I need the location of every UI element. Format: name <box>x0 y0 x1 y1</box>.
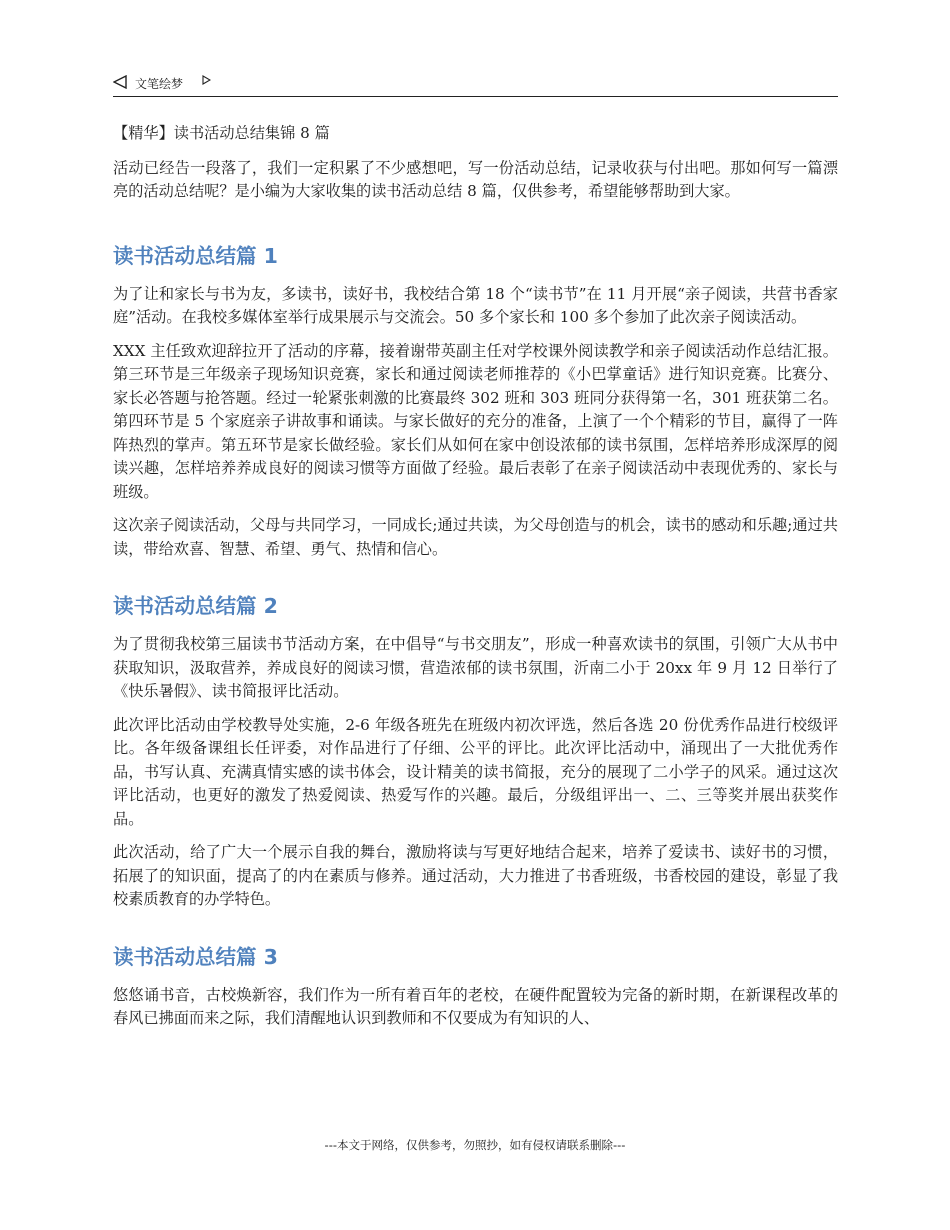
paragraph: 为了让和家长与书为友，多读书，读好书，我校结合第 18 个“读书节”在 11 月开展“亲子阅读，共营书香家庭”活动。在我校多媒体室举行成果展示与交流会。50 多个家长和 100 多个参加了此次亲子阅读活动。 <box>113 284 838 326</box>
section-heading: 读书活动总结篇 3 <box>113 944 278 969</box>
intro-paragraph: 活动已经告一段落了，我们一定积累了不少感想吧，写一份活动总结，记录收获与付出吧。那如何写一篇漂亮的活动总结呢？是小编为大家收集的读书活动总结 8 篇，仅供参考，希望能够帮助到大家。 <box>113 158 838 200</box>
section-3 <box>113 942 838 1031</box>
header-brand: 文笔绘梦 <box>135 77 184 91</box>
triangle-left-icon <box>113 75 127 89</box>
paragraph: XXX 主任致欢迎辞拉开了活动的序幕，接着谢带英副主任对学校课外阅读教学和亲子阅读活动作总结汇报。第三环节是三年级亲子现场知识竞赛，家长和通过阅读老师推荐的《小巴掌童话》进行知识竞赛。比赛分、家长必答题与抢答题。经过一轮紧张刺激的比赛最终 302 班和 303 班同分获得第一名，301 班获第二名。第四环节是 5 个家庭亲子讲故事和诵读。与家长做好的充分的准备，上演了一个个精彩的节目，赢得了一阵阵热烈的掌声。第五环节是家长做经验。家长们从如何在家中创设浓郁的读书氛围，怎样培养形成深厚的阅读兴趣，怎样培养养成良好的阅读习惯等方面做了经验。最后表彰了在亲子阅读活动中表现优秀的、家长与班级。 <box>113 341 838 501</box>
section-heading: 读书活动总结篇 2 <box>113 594 278 618</box>
document-body <box>113 122 838 1061</box>
section-1 <box>113 241 838 562</box>
section-heading: 读书活动总结篇 1 <box>113 243 278 268</box>
document-title: 【精华】读书活动总结集锦 8 篇 <box>113 124 330 142</box>
section-2 <box>113 591 838 912</box>
page-footer: ---本文于网络，仅供参考，勿照抄，如有侵权请联系删除--- <box>324 1138 626 1152</box>
paragraph: 此次活动，给了广大一个展示自我的舞台，激励将读与写更好地结合起来，培养了爱读书、读好书的习惯，拓展了的知识面，提高了的内在素质与修养。通过活动，大力推进了书香班级，书香校园的建设，彰显了我校素质教育的办学特色。 <box>113 843 838 908</box>
triangle-right-icon <box>202 75 211 85</box>
page-header <box>113 72 838 97</box>
paragraph: 这次亲子阅读活动，父母与共同学习，一同成长;通过共读，为父母创造与的机会，读书的感动和乐趣;通过共读，带给欢喜、智慧、希望、勇气、热情和信心。 <box>113 516 838 558</box>
paragraph: 为了贯彻我校第三届读书节活动方案，在中倡导“与书交朋友”，形成一种喜欢读书的氛围，引领广大从书中获取知识，汲取营养，养成良好的阅读习惯，营造浓郁的读书氛围，沂南二小于 20xx 年 9 月 12 日举行了《快乐暑假》、读书简报评比活动。 <box>113 635 838 700</box>
paragraph: 悠悠诵书音，古校焕新容，我们作为一所有着百年的老校，在硬件配置较为完备的新时期，在新课程改革的春风已拂面而来之际，我们清醒地认识到教师和不仅要成为有知识的人、 <box>113 985 838 1027</box>
paragraph: 此次评比活动由学校教导处实施，2-6 年级各班先在班级内初次评选，然后各选 20 份优秀作品进行校级评比。各年级备课组长任评委，对作品进行了仔细、公平的评比。此次评比活动中，涌现出了一大批优秀作品，书写认真、充满真情实感的读书体会，设计精美的读书简报，充分的展现了二小学子的风采。通过这次评比活动，也更好的激发了热爱阅读、热爱写作的兴趣。最后，分级组评出一、二、三等奖并展出获奖作品。 <box>113 715 838 828</box>
